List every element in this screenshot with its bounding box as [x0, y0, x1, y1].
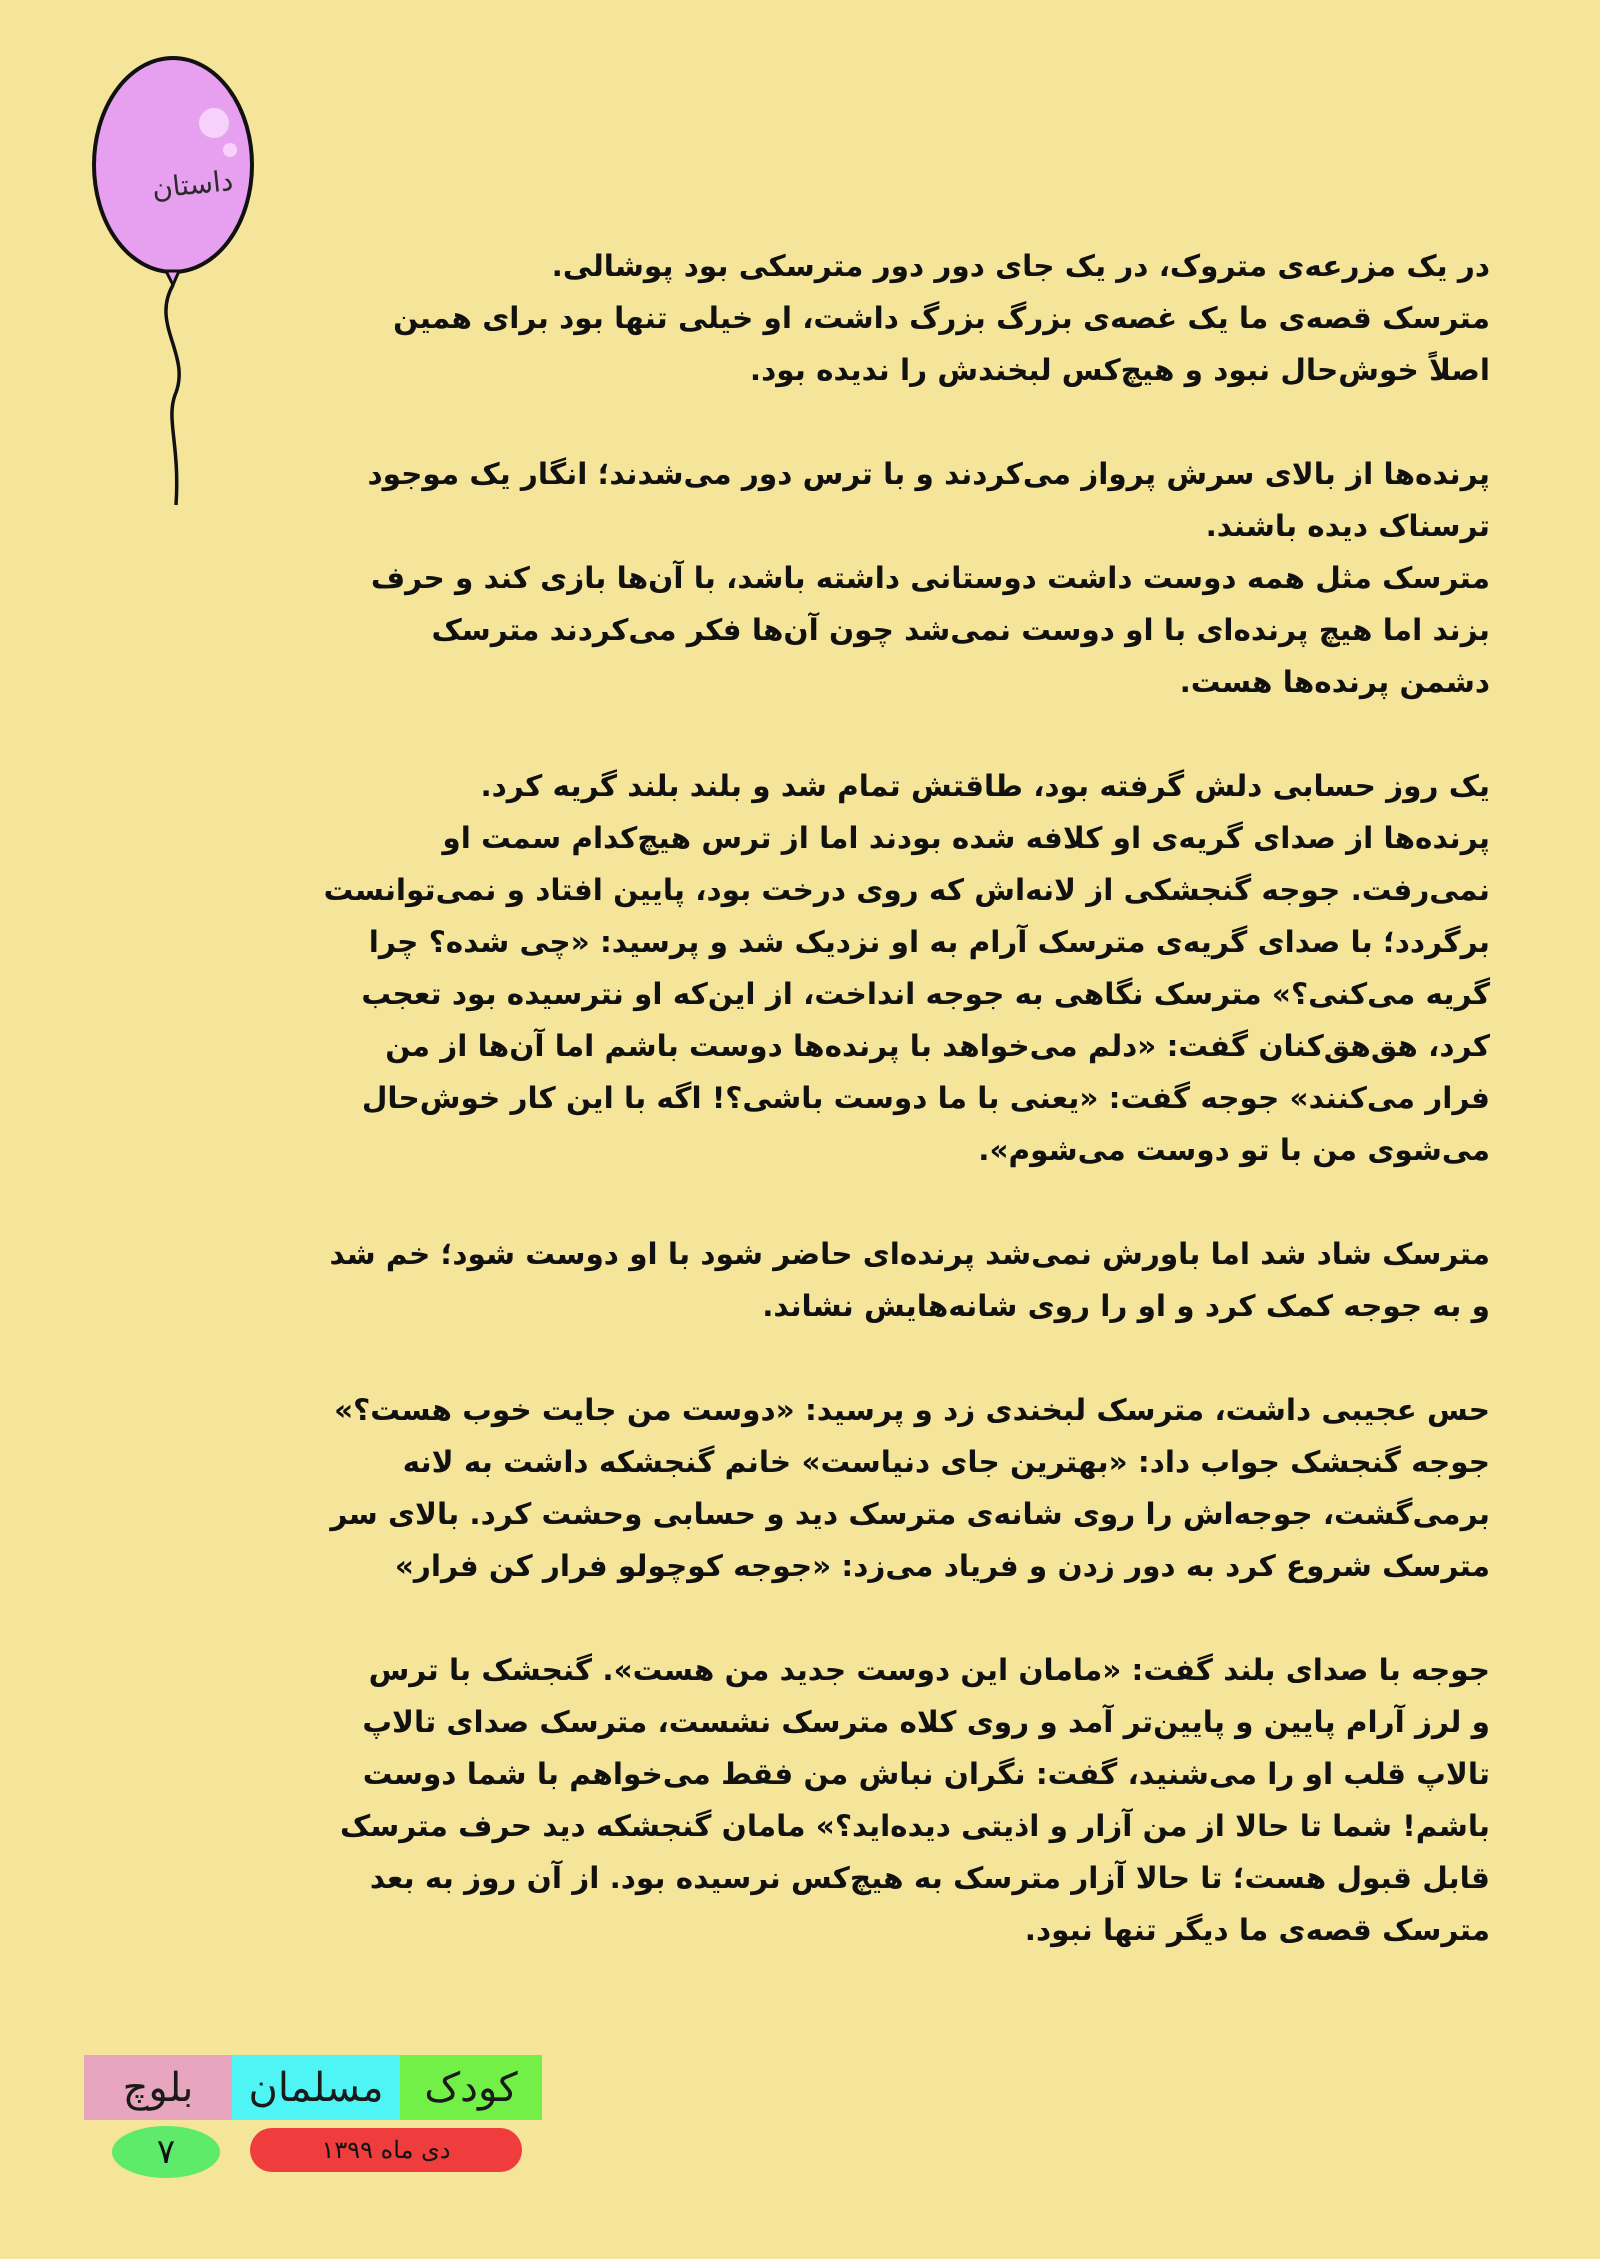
story-line: مترسک مثل همه دوست داشت دوستانی داشته باشد، با آن‌ها بازی کند و حرف — [370, 561, 1490, 595]
story-paragraph — [190, 240, 1490, 396]
story-line: فرار می‌کنند» جوجه گفت: «یعنی با ما دوست باشی؟! اگه با این کار خوش‌حال — [361, 1081, 1490, 1115]
magazine-logo — [84, 2055, 542, 2120]
story-line: برگردد؛ با صدای گریه‌ی مترسک آرام به او نزدیک شد و پرسید: «چی شده؟ چرا — [368, 925, 1490, 959]
story-line: می‌شوی من با تو دوست می‌شوم». — [978, 1133, 1490, 1167]
story-paragraph — [190, 1228, 1490, 1332]
story-line: مترسک قصه‌ی ما دیگر تنها نبود. — [1024, 1913, 1490, 1947]
story-line: و به جوجه کمک کرد و او را روی شانه‌هایش نشاند. — [762, 1289, 1490, 1323]
story-line: یک روز حسابی دلش گرفته بود، طاقتش تمام شد و بلند بلند گریه کرد. — [480, 769, 1490, 803]
story-line: مترسک قصه‌ی ما یک غصه‌ی بزرگ بزرگ داشت، او خیلی تنها بود برای همین — [393, 301, 1490, 335]
story-line: ترسناک دیده باشند. — [1205, 509, 1490, 543]
story-line: در یک مزرعه‌ی متروک، در یک جای دور دور مترسکی بود پوشالی. — [551, 249, 1490, 283]
story-paragraph — [190, 1384, 1490, 1592]
issue-date: دی ماه ۱۳۹۹ — [250, 2128, 522, 2172]
story-line: مترسک شروع کرد به دور زدن و فریاد می‌زد: «جوجه کوچولو فرار کن فرار» — [394, 1549, 1490, 1583]
story-line: جوجه با صدای بلند گفت: «مامان این دوست جدید من هست». گنجشک با ترس — [368, 1653, 1490, 1687]
page-number: ۷ — [112, 2126, 220, 2178]
logo-word-koodak: کودک — [400, 2055, 542, 2120]
section-label: داستان — [150, 163, 235, 206]
story-paragraph — [190, 1644, 1490, 1956]
story-line: گریه می‌کنی؟» مترسک نگاهی به جوجه انداخت، از این‌که او نترسیده بود تعجب — [361, 977, 1490, 1011]
story-line: و لرز آرام پایین و پایین‌تر آمد و روی کلاه مترسک نشست، مترسک صدای تالاپ — [362, 1705, 1490, 1739]
story-line: مترسک شاد شد اما باورش نمی‌شد پرنده‌ای حاضر شود با او دوست شود؛ خم شد — [329, 1237, 1490, 1271]
story-line: حس عجیبی داشت، مترسک لبخندی زد و پرسید: «دوست من جایت خوب هست؟» — [334, 1393, 1490, 1427]
story-body — [190, 240, 1490, 2008]
story-line: اصلاً خوش‌حال نبود و هیچ‌کس لبخندش را ندیده بود. — [749, 353, 1490, 387]
story-line: بزند اما هیچ پرنده‌ای با او دوست نمی‌شد چون آن‌ها فکر می‌کردند مترسک — [431, 613, 1490, 647]
story-line: قابل قبول هست؛ تا حالا آزار مترسک به هیچ‌کس نرسیده بود. از آن روز به بعد — [369, 1861, 1490, 1895]
story-line: کرد، هق‌هق‌کنان گفت: «دلم می‌خواهد با پرنده‌ها دوست باشم اما آن‌ها از من — [385, 1029, 1490, 1063]
logo-word-mosalman: مسلمان — [232, 2055, 400, 2120]
logo-word-baloch: بلوچ — [84, 2055, 232, 2120]
story-line: پرنده‌ها از صدای گریه‌ی او کلافه شده بودند اما از ترس هیچ‌کدام سمت او — [442, 821, 1490, 855]
story-paragraph — [190, 760, 1490, 1176]
story-line: نمی‌رفت. جوجه گنجشکی از لانه‌اش که روی درخت بود، پایین افتاد و نمی‌توانست — [323, 873, 1490, 907]
story-line: برمی‌گشت، جوجه‌اش را روی شانه‌ی مترسک دید و حسابی وحشت کرد. بالای سر — [330, 1497, 1490, 1531]
story-line: باشم! شما تا حالا از من آزار و اذیتی دیده‌اید؟» مامان گنجشکه دید حرف مترسک — [340, 1809, 1490, 1843]
story-line: تالاپ قلب او را می‌شنید، گفت: نگران نباش من فقط می‌خواهم با شما دوست — [362, 1757, 1490, 1791]
story-paragraph — [190, 448, 1490, 708]
story-line: دشمن پرنده‌ها هست. — [1179, 665, 1490, 699]
story-line: پرنده‌ها از بالای سرش پرواز می‌کردند و با ترس دور می‌شدند؛ انگار یک موجود — [367, 457, 1490, 491]
story-line: جوجه گنجشک جواب داد: «بهترین جای دنیاست» خانم گنجشکه داشت به لانه — [402, 1445, 1490, 1479]
